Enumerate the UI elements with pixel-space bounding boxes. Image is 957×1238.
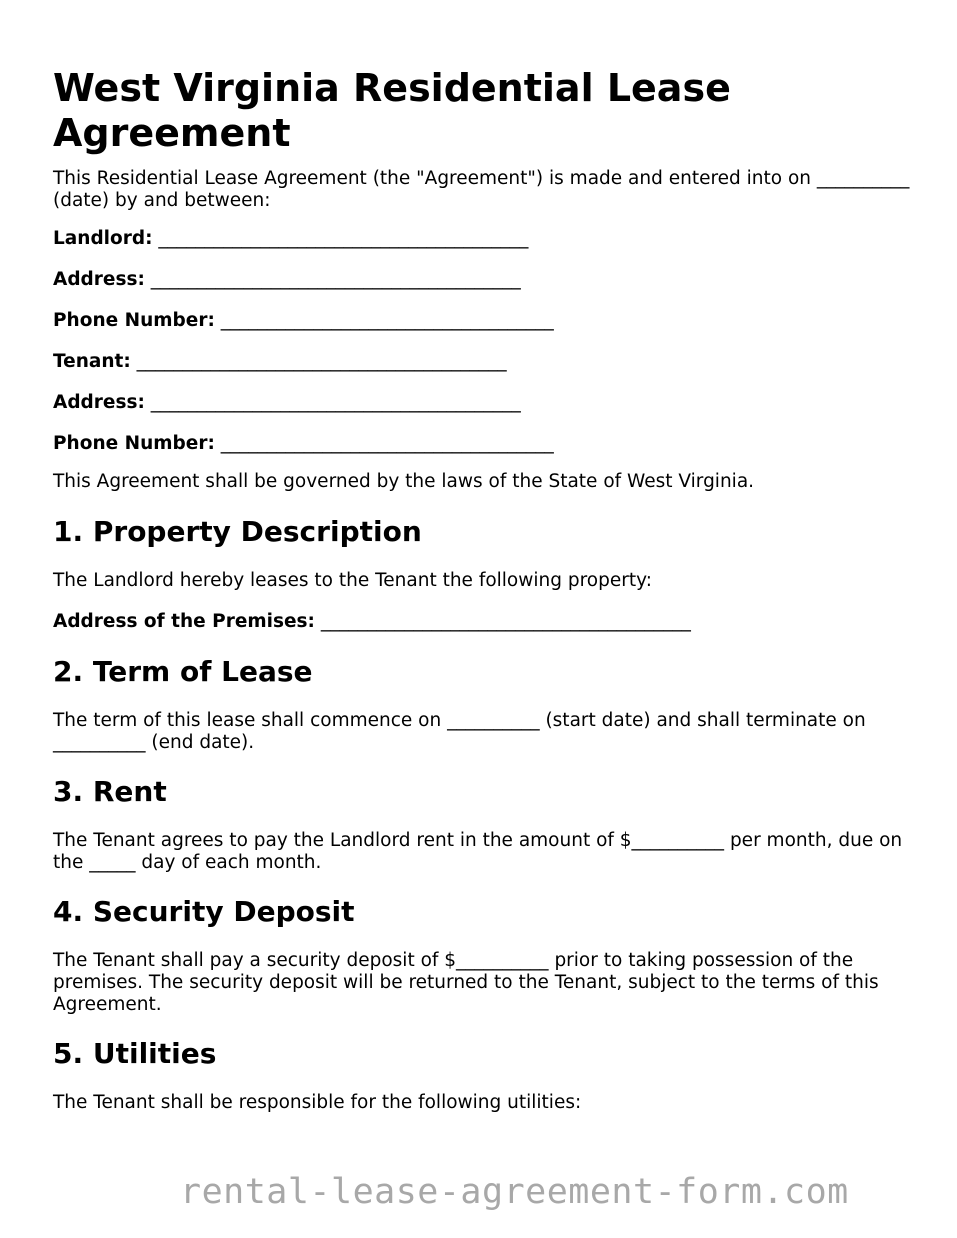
premises-label: Address of the Premises: — [53, 611, 315, 632]
landlord-blank: ________________________________________ — [158, 228, 529, 249]
property-text: The Landlord hereby leases to the Tenant the following property: — [53, 570, 652, 591]
lease-document — [53, 66, 913, 1135]
utilities-text: The Tenant shall be responsible for the following utilities: — [53, 1092, 582, 1113]
section-heading-deposit: 4. Security Deposit — [53, 895, 355, 928]
landlord-address-label: Address: — [53, 269, 145, 290]
intro-paragraph: This Residential Lease Agreement (the "Agreement") is made and entered into on __________ (date) by and between: — [53, 168, 910, 211]
document-title: West Virginia Residential Lease Agreement — [53, 66, 731, 155]
rent-text: The Tenant agrees to pay the Landlord rent in the amount of $__________ per month, due on the _____ day of each month. — [53, 830, 903, 873]
tenant-address-label: Address: — [53, 392, 145, 413]
premises-blank: ________________________________________ — [320, 611, 691, 632]
governing-law-text: This Agreement shall be governed by the laws of the State of West Virginia. — [53, 471, 755, 492]
section-heading-rent: 3. Rent — [53, 775, 167, 808]
deposit-text: The Tenant shall pay a security deposit of $__________ prior to taking possession of the premises. The security deposit will be returned to the Tenant, subject to the terms of this Agreement. — [53, 950, 879, 1015]
landlord-address-blank: ________________________________________ — [150, 269, 521, 290]
tenant-label: Tenant: — [53, 351, 131, 372]
section-heading-term: 2. Term of Lease — [53, 655, 313, 688]
tenant-field — [53, 351, 913, 373]
tenant-phone-field — [53, 433, 913, 455]
tenant-phone-blank: ____________________________________ — [220, 433, 554, 454]
section-heading-utilities: 5. Utilities — [53, 1037, 217, 1070]
tenant-address-field — [53, 392, 913, 414]
tenant-blank: ________________________________________ — [136, 351, 507, 372]
watermark-text: rental-lease-agreement-form.com — [180, 1172, 849, 1212]
landlord-label: Landlord: — [53, 228, 153, 249]
landlord-phone-field — [53, 310, 913, 332]
landlord-field — [53, 228, 913, 250]
landlord-address-field — [53, 269, 913, 291]
section-heading-property: 1. Property Description — [53, 515, 422, 548]
premises-field — [53, 611, 913, 633]
landlord-phone-label: Phone Number: — [53, 310, 215, 331]
tenant-address-blank: ________________________________________ — [150, 392, 521, 413]
landlord-phone-blank: ____________________________________ — [220, 310, 554, 331]
term-text: The term of this lease shall commence on __________ (start date) and shall terminate on __________ (end date). — [53, 710, 866, 753]
tenant-phone-label: Phone Number: — [53, 433, 215, 454]
